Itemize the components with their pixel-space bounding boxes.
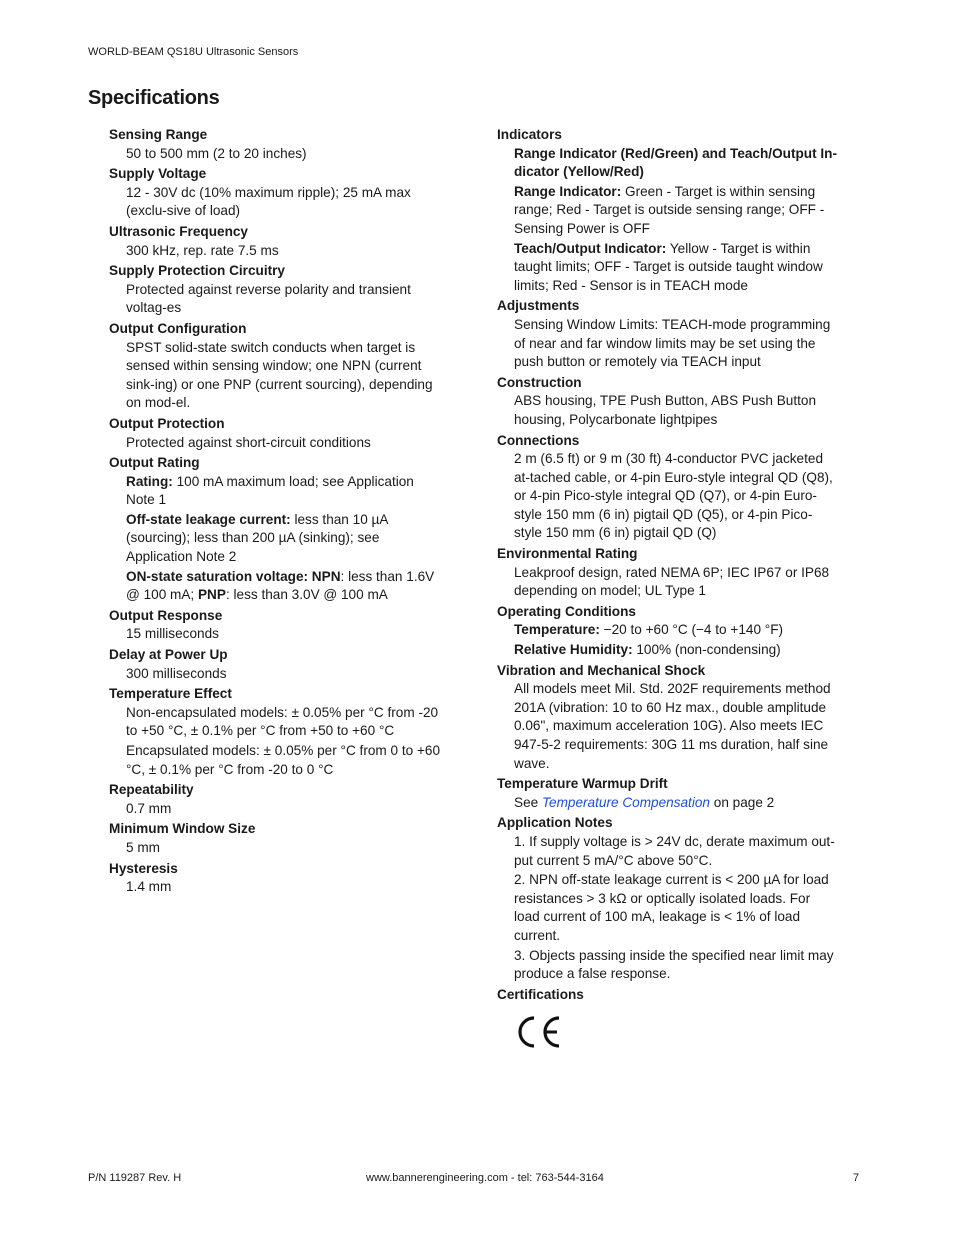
output-configuration-heading: Output Configuration xyxy=(109,320,247,336)
supply-protection-heading: Supply Protection Circuitry xyxy=(109,263,285,279)
certifications-heading: Certifications xyxy=(497,986,584,1002)
adjustments-value: Sensing Window Limits: TEACH-mode programming of near and far window limits may be set using the push button or remotely via TEACH input xyxy=(514,316,831,370)
hysteresis-heading: Hysteresis xyxy=(109,860,178,876)
footer-page-number: 7 xyxy=(853,1172,860,1184)
temperature-effect-encapsulated: Encapsulated models: ± 0.05% per °C from 0 to +60 °C, ± 0.1% per °C from -20 to 0 °C xyxy=(126,743,441,777)
temperature-effect-nonencapsulated: Non-encapsulated models: ± 0.05% per °C from -20 to +50 °C, ± 0.1% per °C from +50 to +60 °C xyxy=(126,704,439,739)
operating-conditions-heading: Operating Conditions xyxy=(497,603,636,619)
application-note-3: 3. Objects passing inside the specified near limit may produce a false response. xyxy=(514,947,834,982)
delay-power-up-value: 300 milliseconds xyxy=(126,665,227,681)
minimum-window-value: 5 mm xyxy=(126,839,160,855)
operating-humidity-value: 100% (non-condensing) xyxy=(632,642,781,658)
range-indicator-label: Range Indicator: xyxy=(514,183,622,199)
supply-protection-value: Protected against reverse polarity and transient voltag-es xyxy=(126,281,411,316)
vibration-heading: Vibration and Mechanical Shock xyxy=(497,662,706,678)
output-configuration-value: SPST solid-state switch conducts when target is sensed within sensing window; one NPN (current sink-ing) or one PNP (current sourcing), depending on mod-el. xyxy=(126,339,433,411)
spec-column-right xyxy=(497,124,837,1056)
output-response-value: 15 milliseconds xyxy=(126,626,219,642)
supply-voltage-heading: Supply Voltage xyxy=(109,166,207,182)
saturation-pnp-label: PNP xyxy=(197,587,226,603)
construction-value: ABS housing, TPE Push Button, ABS Push Button housing, Polycarbonate lightpipes xyxy=(514,393,817,427)
application-note-1: 1. If supply voltage is > 24V dc, derate maximum out-put current 5 mA/°C above 50°C. xyxy=(514,833,835,868)
warmup-see: See xyxy=(514,794,542,810)
saturation-value-npn: : less than 1.6V @ 100 mA; xyxy=(126,568,435,603)
output-protection-heading: Output Protection xyxy=(109,415,225,431)
output-rating-body xyxy=(126,473,444,605)
sensing-range-heading: Sensing Range xyxy=(109,127,208,142)
warmup-drift-text xyxy=(514,794,837,813)
indicators-subheading: Range Indicator (Red/Green) and Teach/Output In-dicator (Yellow/Red) xyxy=(514,145,837,180)
hysteresis-value: 1.4 mm xyxy=(126,879,172,895)
ce-mark-icon xyxy=(514,1014,564,1050)
connections-value: 2 m (6.5 ft) or 9 m (30 ft) 4-conductor PVC jacketed at-tached cable, or 4-pin Euro-style integral QD (Q8), or 4-pin Pico-style integral QD (Q7), or 4-pin Euro-style 150 mm (6 in) pigtail QD (Q5), or 4-pin Pico-style 150 mm (6 in) pigtail QD (Q) xyxy=(514,451,833,541)
saturation-value-pnp: : less than 3.0V @ 100 mA xyxy=(225,587,388,603)
output-rating-rating xyxy=(126,473,444,510)
vibration-value: All models meet Mil. Std. 202F requirements method 201A (vibration: 10 to 60 Hz max., double amplitude 0.06", maximum acceleration 10G). Also meets IEC 947-5-2 requirements: 30G 11 ms duration, half sine wave. xyxy=(514,681,831,771)
range-indicator-text xyxy=(514,183,837,239)
construction-heading: Construction xyxy=(497,374,582,390)
rating-label: Rating: xyxy=(126,473,173,489)
operating-temperature-label: Temperature: xyxy=(514,622,600,638)
page-title: Specifications xyxy=(88,87,220,109)
output-response-heading: Output Response xyxy=(109,607,223,623)
teach-indicator-text xyxy=(514,240,837,296)
footer-part-number: P/N 119287 Rev. H xyxy=(88,1172,182,1184)
leakage-label: Off-state leakage current: xyxy=(126,511,291,527)
repeatability-heading: Repeatability xyxy=(109,782,194,798)
environmental-rating-value: Leakproof design, rated NEMA 6P; IEC IP67 or IP68 depending on model; UL Type 1 xyxy=(514,564,830,599)
operating-temperature xyxy=(514,621,837,640)
environmental-rating-heading: Environmental Rating xyxy=(497,546,638,562)
header-product-name: WORLD-BEAM QS18U Ultrasonic Sensors xyxy=(88,46,299,58)
ultrasonic-frequency-value: 300 kHz, rep. rate 7.5 ms xyxy=(126,242,279,258)
connections-heading: Connections xyxy=(497,432,580,448)
warmup-page-ref: on page 2 xyxy=(709,794,775,810)
repeatability-value: 0.7 mm xyxy=(126,800,172,816)
output-rating-leakage xyxy=(126,511,444,567)
output-rating-saturation xyxy=(126,568,444,605)
operating-humidity-label: Relative Humidity: xyxy=(514,642,633,658)
operating-humidity xyxy=(514,641,837,660)
footer-contact: www.bannerengineering.com - tel: 763-544-3164 xyxy=(366,1172,604,1184)
operating-temperature-value: −20 to +60 °C (−4 to +140 °F) xyxy=(599,622,784,638)
warmup-drift-heading: Temperature Warmup Drift xyxy=(497,776,668,792)
output-protection-value: Protected against short-circuit conditions xyxy=(126,434,371,450)
sensing-range-value: 50 to 500 mm (2 to 20 inches) xyxy=(126,145,307,161)
application-notes-heading: Application Notes xyxy=(497,815,613,831)
teach-indicator-label: Teach/Output Indicator: xyxy=(514,240,667,256)
minimum-window-heading: Minimum Window Size xyxy=(109,821,256,837)
supply-voltage-value: 12 - 30V dc (10% maximum ripple); 25 mA max (exclu-sive of load) xyxy=(126,184,411,219)
temperature-compensation-link[interactable]: Temperature Compensation xyxy=(541,794,710,810)
temperature-effect-heading: Temperature Effect xyxy=(109,686,232,702)
teach-indicator-value: Yellow - Target is within taught limits; OFF - Target is outside taught window limits; Red - Sensor is in TEACH mode xyxy=(514,240,823,293)
range-indicator-value: Green - Target is within sensing range; Red - Target is outside sensing range; OFF - Sensing Power is OFF xyxy=(514,183,825,236)
rating-value: 100 mA maximum load; see Application Note 1 xyxy=(126,473,414,508)
ultrasonic-frequency-heading: Ultrasonic Frequency xyxy=(109,223,248,239)
application-note-2: 2. NPN off-state leakage current is < 200 µA for load resistances > 3 kΩ or optically isolated loads. For load current of 100 mA, leakage is < 1% of load current. xyxy=(514,872,829,943)
indicators-heading: Indicators xyxy=(497,127,562,142)
spec-column-left xyxy=(109,124,444,899)
output-rating-heading: Output Rating xyxy=(109,455,200,471)
delay-power-up-heading: Delay at Power Up xyxy=(109,647,228,663)
adjustments-heading: Adjustments xyxy=(497,298,580,314)
leakage-value: less than 10 µA (sourcing); less than 200 µA (sinking); see Application Note 2 xyxy=(126,511,388,565)
saturation-label: ON-state saturation voltage: NPN xyxy=(126,568,341,584)
